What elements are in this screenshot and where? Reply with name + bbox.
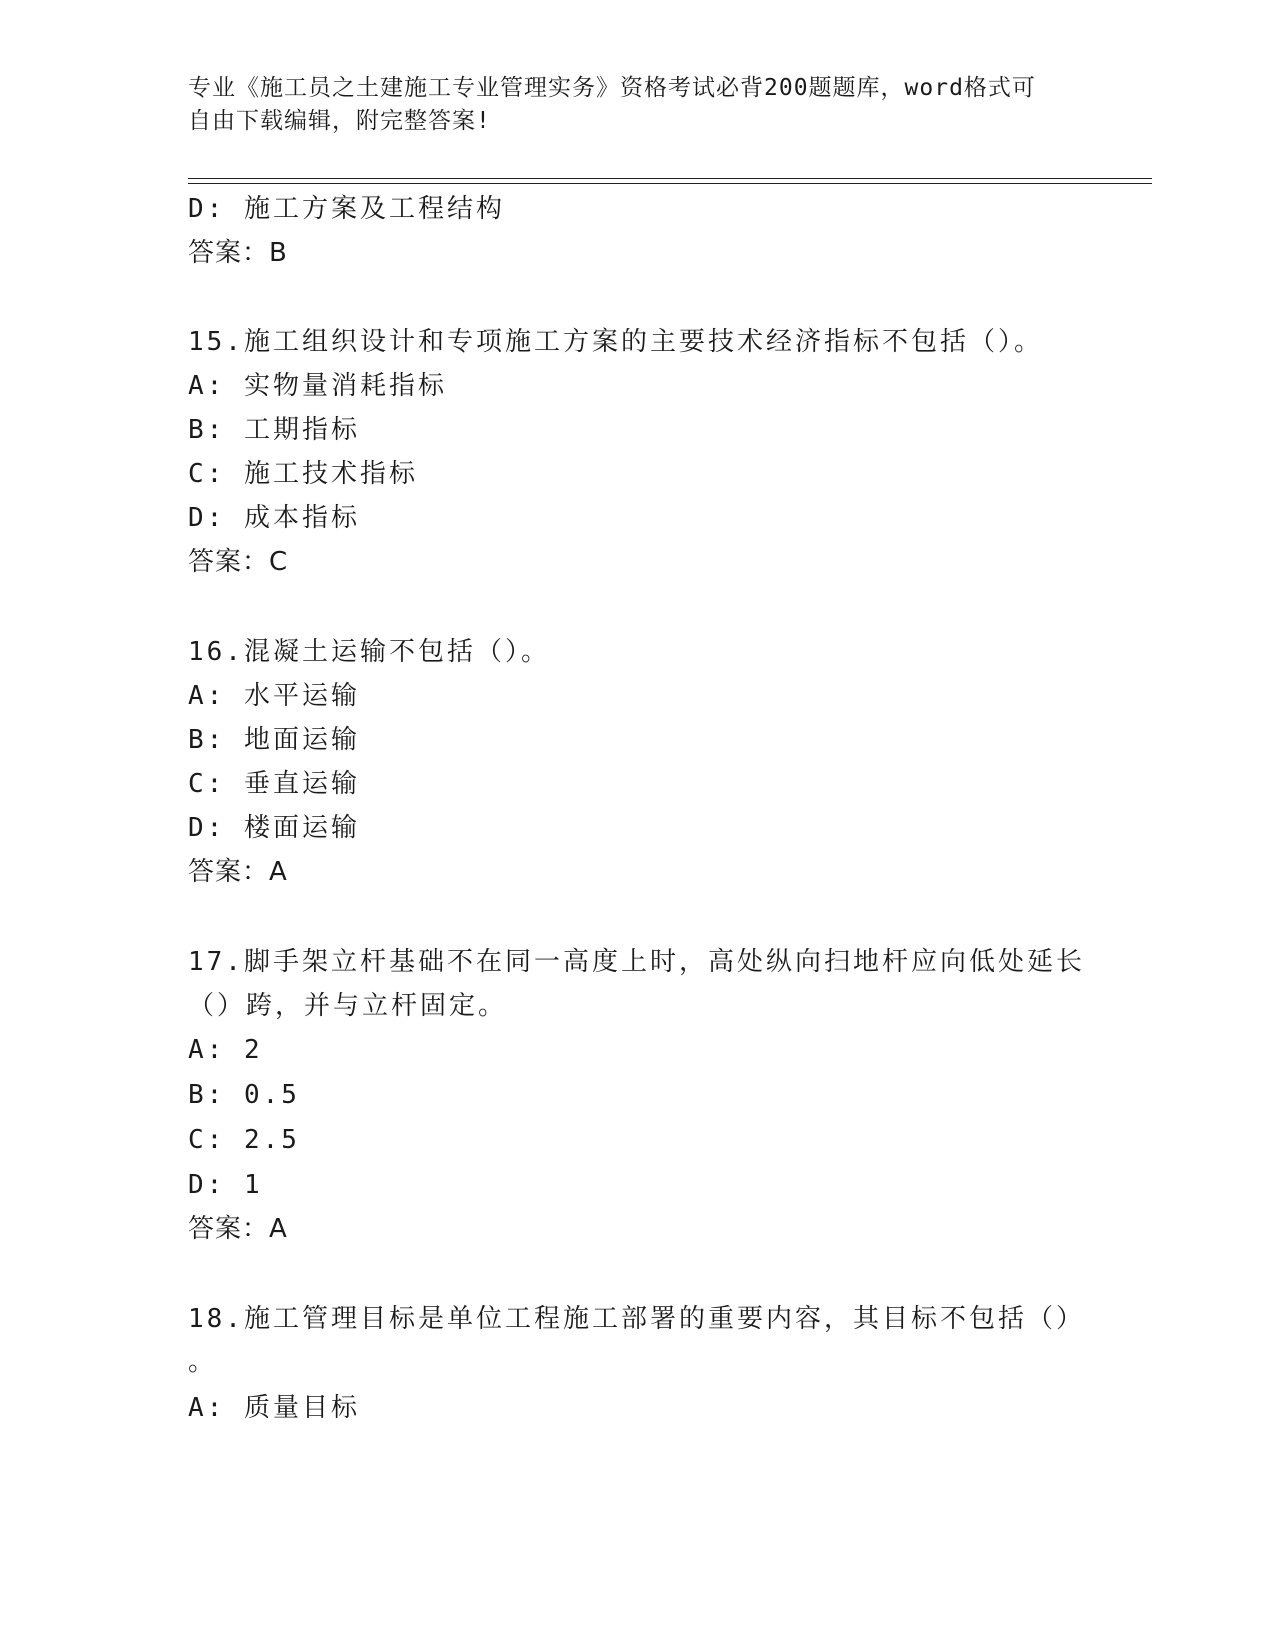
q15-stem: 15.施工组织设计和专项施工方案的主要技术经济指标不包括（）。 (188, 327, 1043, 357)
document-header (188, 72, 1068, 138)
q17-option-b: B: 0.5 (188, 1080, 300, 1110)
q17-option-a: A: 2 (188, 1035, 263, 1065)
q15-option-d: D: 成本指标 (188, 503, 360, 533)
header-divider-bottom (188, 183, 1152, 184)
q16-option-a: A: 水平运输 (188, 681, 360, 711)
q17-answer: 答案：A (188, 1214, 288, 1244)
q16-option-d: D: 楼面运输 (188, 813, 360, 843)
q18-stem-line-1: 18.施工管理目标是单位工程施工部署的重要内容，其目标不包括（） (188, 1304, 1085, 1334)
q17-stem-line-2: （）跨，并与立杆固定。 (188, 991, 508, 1021)
q15-option-a: A: 实物量消耗指标 (188, 371, 447, 401)
q14-answer: 答案：B (188, 238, 288, 268)
header-divider-top (188, 178, 1152, 179)
q16-answer: 答案：A (188, 857, 288, 887)
q15-option-c: C: 施工技术指标 (188, 459, 418, 489)
q15-option-b: B: 工期指标 (188, 415, 360, 445)
header-line-2: 自由下载编辑，附完整答案! (188, 108, 491, 134)
q17-option-c: C: 2.5 (188, 1125, 300, 1155)
q15-answer: 答案：C (188, 547, 289, 577)
q16-option-c: C: 垂直运输 (188, 769, 360, 799)
q16-option-b: B: 地面运输 (188, 725, 360, 755)
q16-stem: 16.混凝土运输不包括（）。 (188, 637, 550, 667)
q17-stem-line-1: 17.脚手架立杆基础不在同一高度上时，高处纵向扫地杆应向低处延长 (188, 947, 1085, 977)
q18-stem-line-2: 。 (188, 1347, 218, 1377)
header-line-1: 专业《施工员之土建施工专业管理实务》资格考试必背200题题库，word格式可 (188, 75, 1036, 101)
q18-option-a: A: 质量目标 (188, 1393, 360, 1423)
q17-option-d: D: 1 (188, 1170, 263, 1200)
q14-option-d: D: 施工方案及工程结构 (188, 194, 505, 224)
